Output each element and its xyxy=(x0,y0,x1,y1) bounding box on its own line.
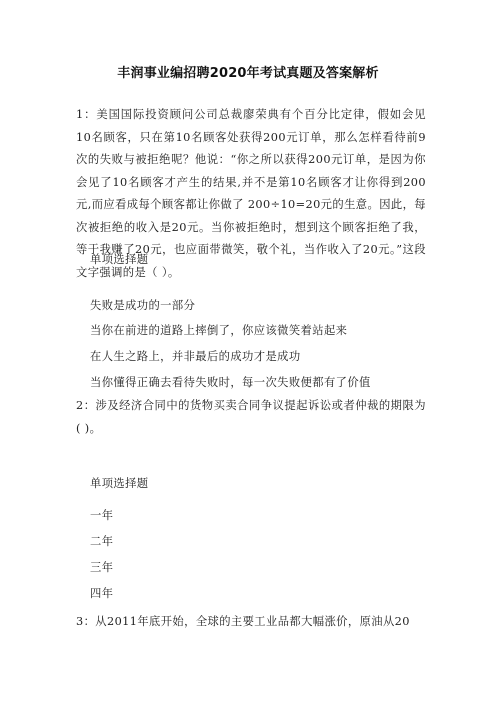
question-2-option-a: 一年 xyxy=(90,509,114,522)
question-1-type: 单项选择题 xyxy=(90,253,149,266)
document-title: 丰润事业编招聘2020年考试真题及答案解析 xyxy=(117,66,379,81)
question-3-stem: 3：从2011年底开始，全球的主要工业品都大幅涨价，原油从20 xyxy=(76,615,410,628)
question-2-stem: 2：涉及经济合同中的货物买卖合同争议提起诉讼或者仲裁的期限为( )。 xyxy=(76,399,426,435)
question-1-option-c: 在人生之路上，并非最后的成功才是成功 xyxy=(90,350,301,363)
question-1-option-b: 当你在前进的道路上摔倒了，你应该微笑着站起来 xyxy=(90,324,348,337)
question-1-stem: 1：美国国际投资顾问公司总裁廖荣典有个百分比定律，假如会见10名顾客，只在第10名顾客处获得200元订单，那么怎样看待前9次的失败与被拒绝呢？他说：“你之所以获得200元订单，是因为你会见了10名顾客才产生的结果,并不是第10名顾客才让你得到200元,而应看成每个顾客都让你做了 200÷10=20元的生意。因此，每次被拒绝的收入是20元。当你被拒绝时，想到这个顾客拒绝了我，等于我赚了20元，也应面带微笑，敬个礼，当作收入了20元。”这段文字强调的是（ ）。 xyxy=(76,108,426,279)
question-2-option-b: 二年 xyxy=(90,535,114,548)
question-1-option-d: 当你懂得正确去看待失败时，每一次失败便都有了价值 xyxy=(90,376,371,389)
question-1-option-a: 失败是成功的一部分 xyxy=(90,299,196,312)
question-2-option-c: 三年 xyxy=(90,561,114,574)
question-2-type: 单项选择题 xyxy=(90,477,149,490)
question-2-option-d: 四年 xyxy=(90,587,114,600)
